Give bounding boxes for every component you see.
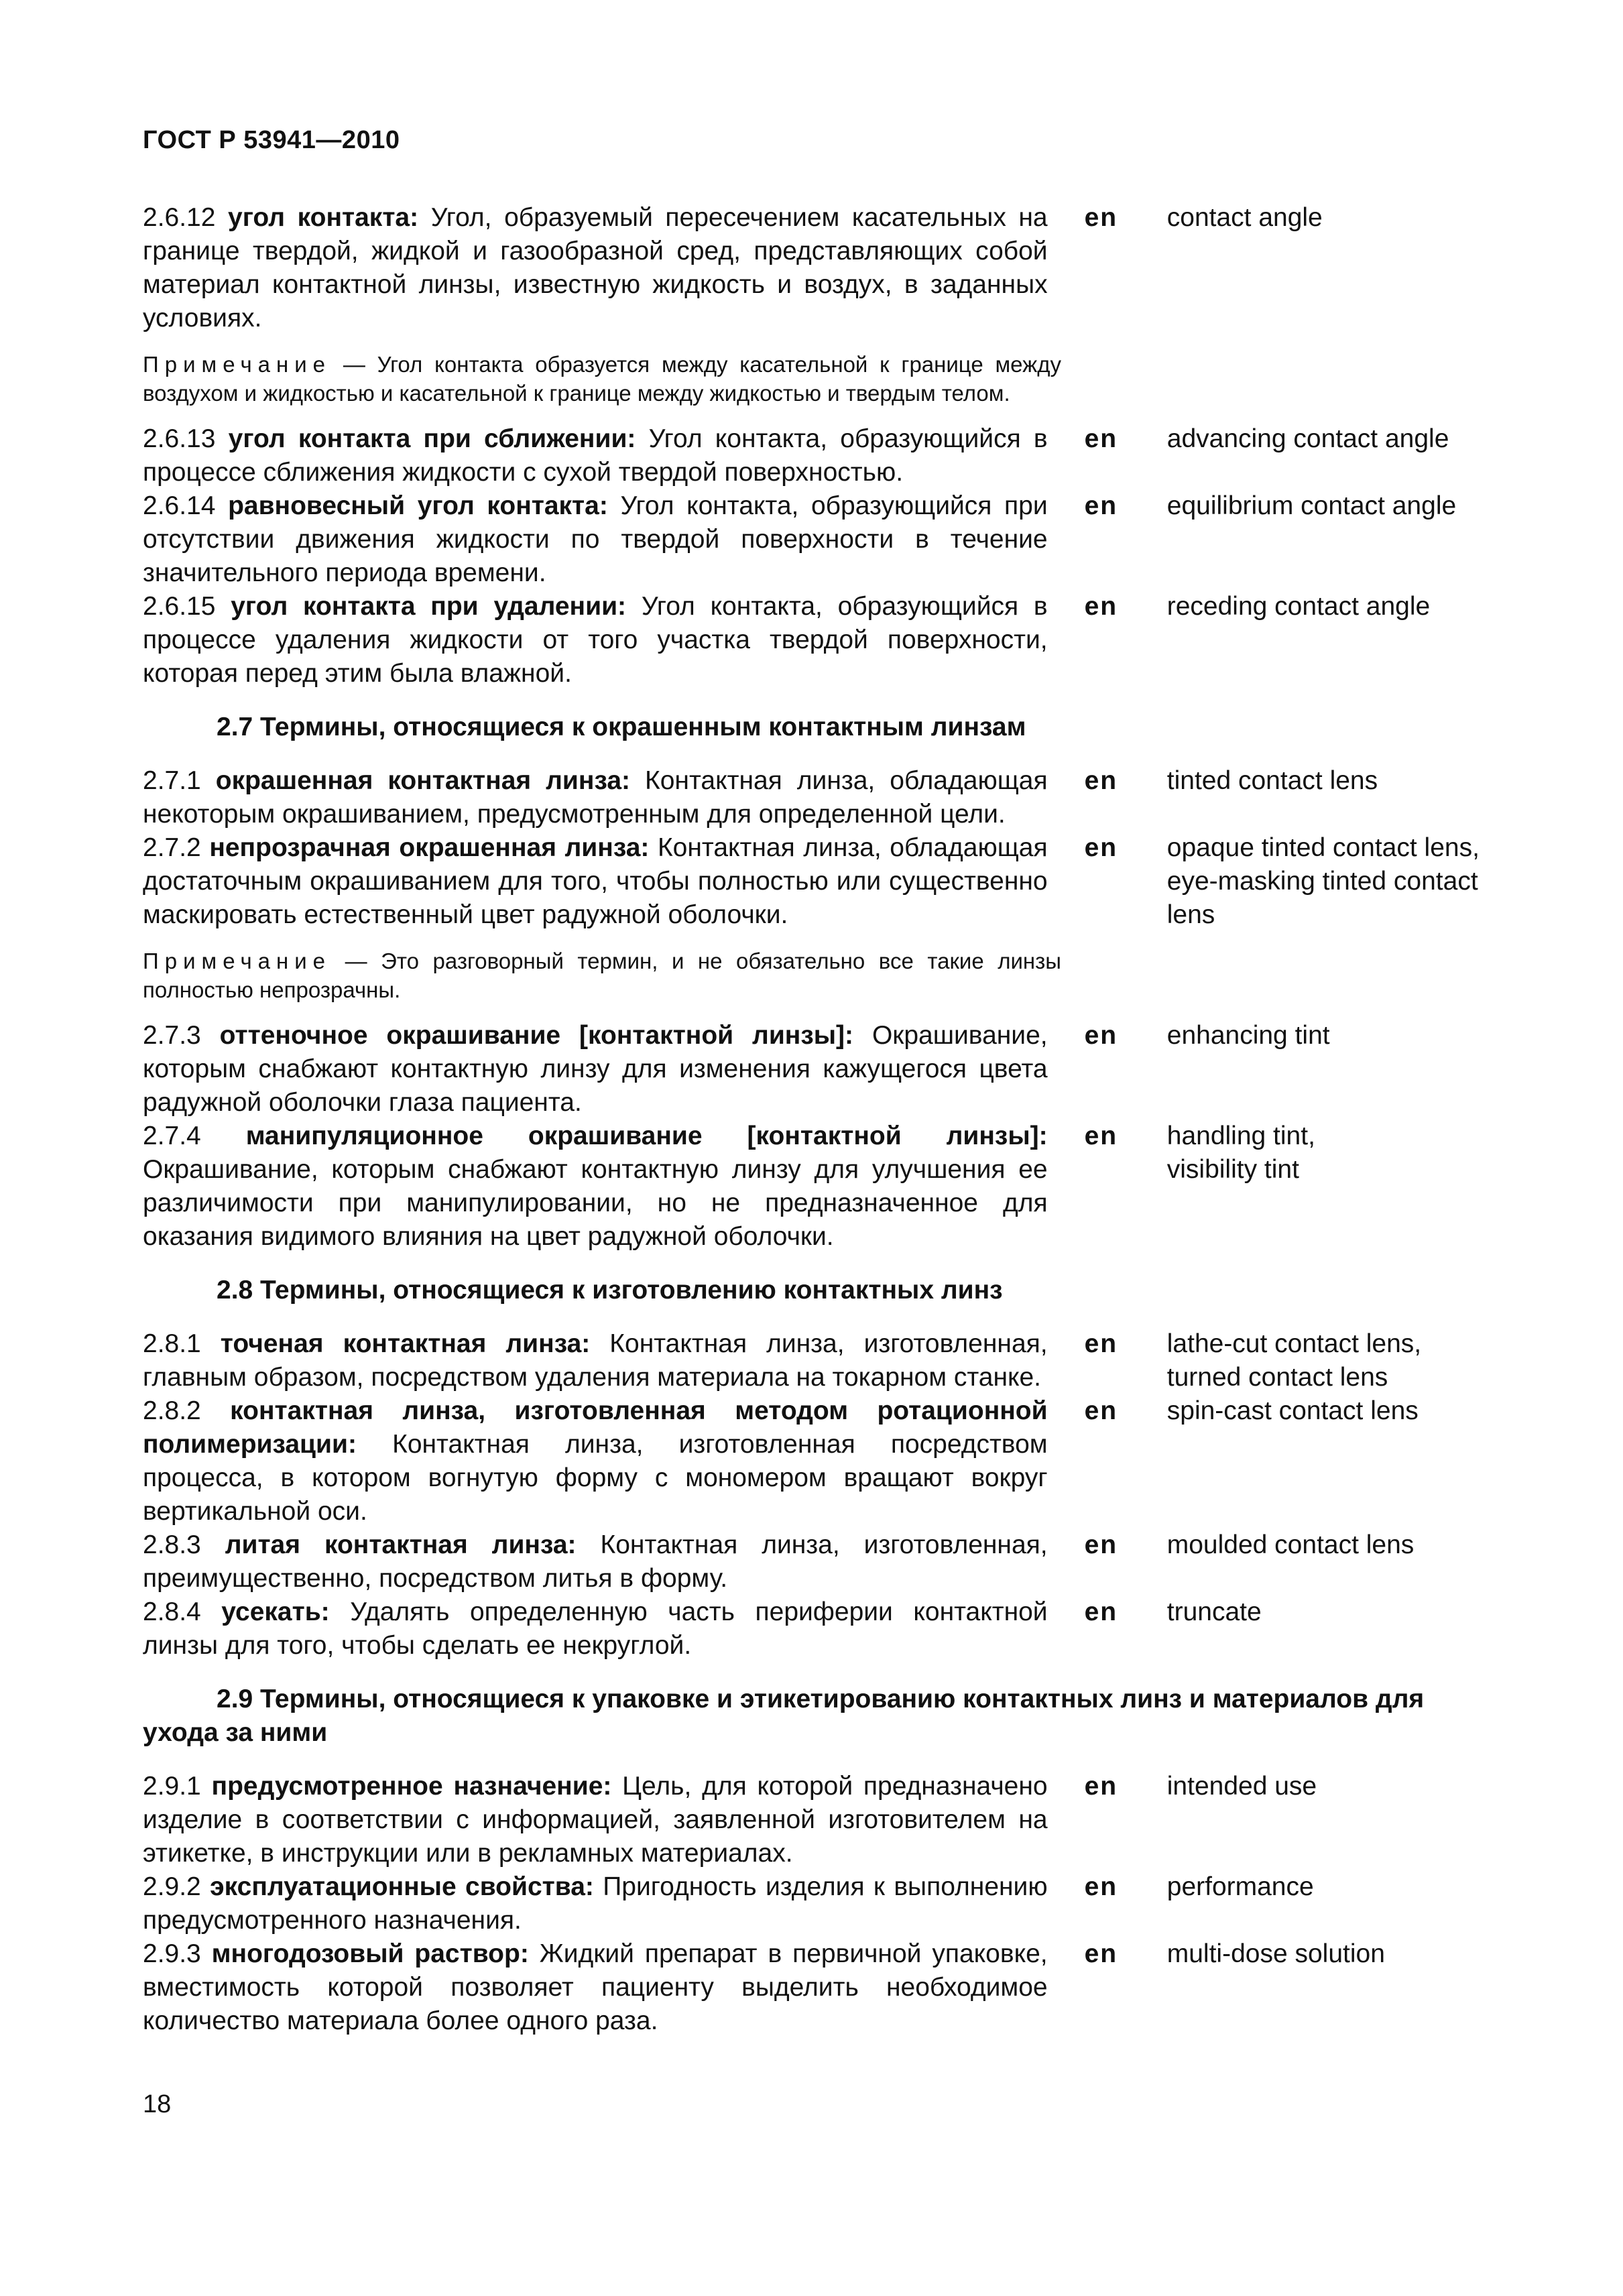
term-entry	[143, 764, 1510, 831]
english-equivalent: multi-dose solution	[1166, 1939, 1385, 1968]
term-title: эксплуатационные свойства:	[210, 1872, 594, 1901]
english-equivalent: truncate	[1166, 1597, 1262, 1626]
term-definition: Цель, для которой предназначено изделие в соответствии с информацией, заявленной изготовителем на этикетке, в инструкции или в рекламных материалах.	[143, 1772, 1048, 1868]
note	[143, 350, 1061, 408]
term-title: угол контакта при сближении:	[228, 424, 636, 453]
term-definition: Угол контакта, образующийся при отсутствии движения жидкости по твердой поверхности в течение значительного периода времени.	[143, 491, 1048, 587]
language-code: en	[1084, 1396, 1118, 1425]
document-body	[143, 201, 1510, 2038]
language-code: en	[1084, 1122, 1118, 1150]
english-equivalent: enhancing tint	[1166, 1021, 1330, 1050]
term-definition: Окрашивание, которым снабжают контактную линзу для улучшения ее различимости при манипулировании, но не предназначенное для оказания видимого влияния на цвет радужной оболочки.	[143, 1155, 1048, 1251]
term-number: 2.8.2	[143, 1396, 201, 1425]
term-number: 2.6.13	[143, 424, 216, 453]
term-entry	[143, 1595, 1510, 1663]
page-number: 18	[143, 2090, 172, 2118]
english-equivalent: spin-cast contact lens	[1166, 1396, 1419, 1425]
english-equivalent: receding contact angle	[1166, 592, 1431, 621]
language-code: en	[1084, 1872, 1118, 1901]
term-number: 2.6.14	[143, 491, 216, 520]
term-definition: Угол контакта, образующийся в процессе удаления жидкости от того участка твердой поверхности, которая перед этим была влажной.	[143, 592, 1048, 688]
section-heading: 2.7 Термины, относящиеся к окрашенным контактным линзам	[217, 713, 1026, 741]
term-title: многодозовый раствор:	[211, 1939, 529, 1968]
term-entry	[143, 1120, 1510, 1254]
term-number: 2.7.2	[143, 833, 201, 862]
language-code: en	[1084, 203, 1118, 232]
term-entry	[143, 1019, 1510, 1120]
term-entry	[143, 1394, 1510, 1528]
term-number: 2.7.4	[143, 1122, 201, 1150]
term-title: равновесный угол контакта:	[228, 491, 608, 520]
section-heading: 2.9 Термины, относящиеся к упаковке и этикетированию контактных линз и материалов для ухода за ними	[143, 1685, 1425, 1747]
term-definition: Угол контакта, образующийся в процессе сближения жидкости с сухой твердой поверхностью.	[143, 424, 1048, 487]
term-number: 2.9.2	[143, 1872, 201, 1901]
term-title: литая контактная линза:	[225, 1530, 577, 1559]
language-code: en	[1084, 1939, 1118, 1968]
english-equivalent: moulded contact lens	[1166, 1530, 1415, 1559]
note-label: Примечание	[143, 949, 332, 973]
term-number: 2.9.3	[143, 1939, 201, 1968]
term-title: оттеночное окрашивание [контактной линзы]:	[219, 1021, 854, 1050]
english-equivalent: contact angle	[1166, 203, 1323, 232]
term-entry	[143, 1770, 1510, 1870]
note-text: — Это разговорный термин, и не обязательно все такие линзы полностью непрозрачны.	[143, 949, 1061, 1002]
note	[143, 947, 1061, 1004]
section-heading: 2.8 Термины, относящиеся к изготовлению контактных линз	[217, 1276, 1003, 1305]
language-code: en	[1084, 424, 1118, 453]
language-code: en	[1084, 1329, 1118, 1358]
term-number: 2.6.12	[143, 203, 216, 232]
english-equivalent: intended use	[1166, 1772, 1317, 1801]
english-equivalent: advancing contact angle	[1166, 424, 1449, 453]
english-equivalent: lathe-cut contact lens, turned contact lens	[1166, 1329, 1422, 1392]
english-equivalent: handling tint, visibility tint	[1166, 1122, 1315, 1184]
term-definition: Контактная линза, обладающая достаточным окрашиванием для того, чтобы полностью или существенно маскировать естественный цвет радужной оболочки.	[143, 833, 1048, 929]
language-code: en	[1084, 1021, 1118, 1050]
term-definition: Удалять определенную часть периферии контактной линзы для того, чтобы сделать ее некруглой.	[143, 1597, 1048, 1660]
language-code: en	[1084, 833, 1118, 862]
term-entry	[143, 831, 1510, 932]
document-header: ГОСТ Р 53941—2010	[143, 126, 400, 154]
term-definition: Контактная линза, изготовленная, преимущественно, посредством литья в форму.	[143, 1530, 1048, 1593]
english-equivalent: performance	[1166, 1872, 1314, 1901]
english-equivalent: tinted contact lens	[1166, 766, 1378, 795]
language-code: en	[1084, 491, 1118, 520]
term-title: угол контакта при удалении:	[231, 592, 627, 621]
term-definition: Контактная линза, изготовленная, главным образом, посредством удаления материала на токарном станке.	[143, 1329, 1048, 1392]
language-code: en	[1084, 1597, 1118, 1626]
term-entry	[143, 1870, 1510, 1937]
term-number: 2.6.15	[143, 592, 216, 621]
term-title: точеная контактная линза:	[220, 1329, 591, 1358]
term-entry	[143, 201, 1510, 335]
term-number: 2.8.3	[143, 1530, 201, 1559]
term-number: 2.7.1	[143, 766, 201, 795]
term-number: 2.8.4	[143, 1597, 201, 1626]
term-entry	[143, 1528, 1510, 1595]
term-title: манипуляционное окрашивание [контактной линзы]:	[245, 1122, 1048, 1150]
term-entry	[143, 1327, 1510, 1394]
term-definition: Окрашивание, которым снабжают контактную линзу для изменения кажущегося цвета радужной оболочки глаза пациента.	[143, 1021, 1048, 1117]
term-entry	[143, 590, 1510, 690]
term-number: 2.9.1	[143, 1772, 201, 1801]
term-entry	[143, 422, 1510, 489]
term-entry	[143, 489, 1510, 590]
term-number: 2.7.3	[143, 1021, 201, 1050]
note-label: Примечание	[143, 352, 332, 377]
term-title: непрозрачная окрашенная линза:	[209, 833, 650, 862]
term-definition: Контактная линза, обладающая некоторым окрашиванием, предусмотренным для определенной цели.	[143, 766, 1048, 829]
term-entry	[143, 1937, 1510, 2038]
term-title: предусмотренное назначение:	[211, 1772, 612, 1801]
english-equivalent: equilibrium contact angle	[1166, 491, 1457, 520]
language-code: en	[1084, 1772, 1118, 1801]
term-title: окрашенная контактная линза:	[215, 766, 631, 795]
term-title: контактная линза, изготовленная методом ротационной полимеризации:	[143, 1396, 1048, 1459]
language-code: en	[1084, 1530, 1118, 1559]
note-text: — Угол контакта образуется между касательной к границе между воздухом и жидкостью и касательной к границе между жидкостью и твердым телом.	[143, 352, 1061, 406]
language-code: en	[1084, 766, 1118, 795]
term-definition: Пригодность изделия к выполнению предусмотренного назначения.	[143, 1872, 1048, 1935]
term-definition: Жидкий препарат в первичной упаковке, вместимость которой позволяет пациенту выделить необходимое количество материала более одного раза.	[143, 1939, 1048, 2035]
language-code: en	[1084, 592, 1118, 621]
term-number: 2.8.1	[143, 1329, 201, 1358]
term-definition: Угол, образуемый пересечением касательных на границе твердой, жидкой и газообразной сред, представляющих собой материал контактной линзы, известную жидкость и воздух, в заданных условиях.	[143, 203, 1048, 333]
term-title: усекать:	[221, 1597, 330, 1626]
english-equivalent: opaque tinted contact lens, eye-masking tinted contact lens	[1166, 833, 1480, 929]
term-definition: Контактная линза, изготовленная посредством процесса, в котором вогнутую форму с мономером вращают вокруг вертикальной оси.	[143, 1430, 1048, 1526]
term-title: угол контакта:	[228, 203, 419, 232]
